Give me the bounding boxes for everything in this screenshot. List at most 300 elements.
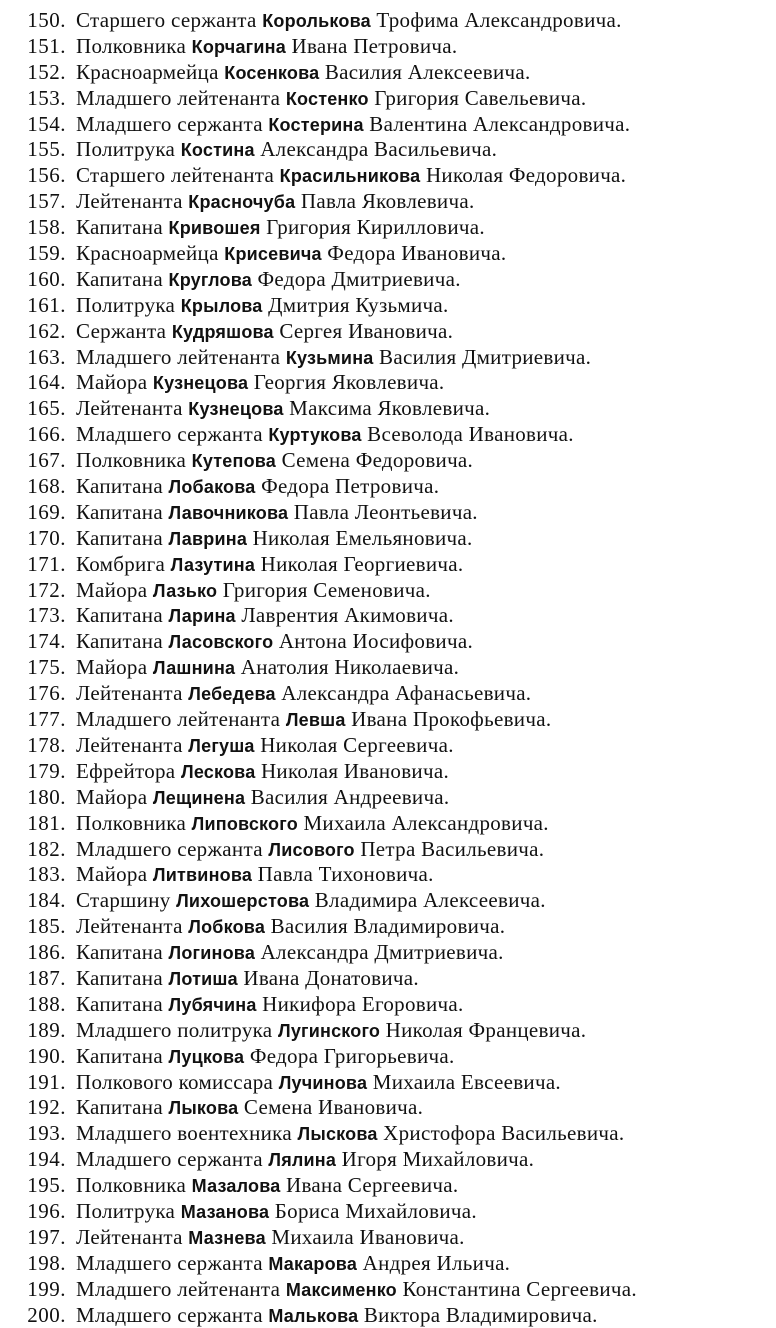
entry-surname: Красночуба <box>188 192 296 213</box>
entry-given-names: Николая Сергеевича. <box>260 732 454 757</box>
entry-text <box>76 811 549 837</box>
list-item <box>0 500 776 526</box>
entry-rank: Майора <box>76 784 148 809</box>
entry-rank: Капитана <box>76 499 163 524</box>
entry-given-names: Федора Ивановича. <box>327 241 507 266</box>
entry-rank: Младшего сержанта <box>76 1302 263 1327</box>
entry-given-names: Василия Андреевича. <box>250 784 450 809</box>
list-item <box>0 1303 776 1328</box>
entry-surname: Луцкова <box>168 1046 245 1067</box>
entry-given-names: Николая Францевича. <box>385 1017 587 1042</box>
entry-surname: Мазанова <box>180 1201 270 1222</box>
entry-rank: Капитана <box>76 1043 163 1068</box>
entry-rank: Майора <box>76 370 148 395</box>
entry-number: 169. <box>27 499 66 524</box>
entry-number: 156. <box>27 163 66 188</box>
list-item <box>0 163 776 189</box>
entry-text <box>76 603 454 629</box>
entry-given-names: Александра Васильевича. <box>260 137 498 162</box>
entry-given-names: Павла Леонтьевича. <box>293 499 478 524</box>
entry-number: 152. <box>27 59 66 84</box>
entry-given-names: Василия Алексеевича. <box>324 59 531 84</box>
list-item <box>0 34 776 60</box>
entry-rank: Полковника <box>76 448 187 473</box>
entry-surname: Ласовского <box>168 632 274 653</box>
entry-surname: Макарова <box>268 1253 358 1274</box>
entry-surname: Лашнина <box>152 658 236 679</box>
entry-text <box>76 914 505 940</box>
entry-number: 176. <box>27 681 66 706</box>
entry-surname: Лебедева <box>188 684 276 705</box>
entry-surname: Лавочникова <box>168 502 289 523</box>
list-item <box>0 603 776 629</box>
list-item <box>0 474 776 500</box>
entry-rank: Красноармейца <box>76 59 219 84</box>
entry-number: 178. <box>27 732 66 757</box>
entry-text <box>76 1070 561 1096</box>
list-item <box>0 940 776 966</box>
entry-surname: Косенкова <box>224 62 320 83</box>
entry-surname: Литвинова <box>152 865 253 886</box>
entry-text <box>76 681 531 707</box>
entry-surname: Мазалова <box>191 1176 281 1197</box>
entry-number: 166. <box>27 422 66 447</box>
list-item <box>0 966 776 992</box>
entry-given-names: Игоря Михайловича. <box>341 1147 535 1172</box>
entry-given-names: Николая Емельяновича. <box>252 525 473 550</box>
entry-surname: Лыкова <box>168 1098 239 1119</box>
entry-rank: Капитана <box>76 603 163 628</box>
entry-number: 162. <box>27 318 66 343</box>
entry-given-names: Константина Сергеевича. <box>402 1276 637 1301</box>
list-item <box>0 448 776 474</box>
entry-given-names: Виктора Владимировича. <box>363 1302 598 1327</box>
entry-surname: Костерина <box>268 114 364 135</box>
entry-given-names: Михаила Ивановича. <box>271 1224 465 1249</box>
entry-surname: Лобкова <box>188 917 266 938</box>
entry-text <box>76 163 626 189</box>
entry-number: 191. <box>27 1069 66 1094</box>
entry-rank: Младшего сержанта <box>76 1147 263 1172</box>
entry-number: 198. <box>27 1250 66 1275</box>
entry-rank: Младшего сержанта <box>76 422 263 447</box>
award-list <box>0 8 776 1328</box>
list-item <box>0 526 776 552</box>
entry-given-names: Ивана Петровича. <box>291 33 458 58</box>
entry-given-names: Анатолия Николаевича. <box>240 655 460 680</box>
entry-text <box>76 1225 465 1251</box>
entry-given-names: Антона Иосифовича. <box>278 629 473 654</box>
entry-surname: Лазько <box>152 580 218 601</box>
list-item <box>0 86 776 112</box>
entry-number: 154. <box>27 111 66 136</box>
entry-text <box>76 8 622 34</box>
list-item <box>0 992 776 1018</box>
entry-number: 187. <box>27 965 66 990</box>
entry-text <box>76 940 504 966</box>
entry-rank: Сержанта <box>76 318 167 343</box>
entry-text <box>76 888 546 914</box>
entry-given-names: Михаила Александровича. <box>303 810 549 835</box>
entry-rank: Капитана <box>76 629 163 654</box>
list-item <box>0 293 776 319</box>
entry-surname: Максименко <box>285 1279 397 1300</box>
entry-rank: Младшего лейтенанта <box>76 1276 281 1301</box>
entry-surname: Лещинена <box>152 787 246 808</box>
entry-number: 192. <box>27 1095 66 1120</box>
entry-rank: Красноармейца <box>76 241 219 266</box>
entry-surname: Крылова <box>180 295 263 316</box>
entry-number: 194. <box>27 1147 66 1172</box>
entry-text <box>76 267 461 293</box>
entry-text <box>76 1251 510 1277</box>
entry-given-names: Федора Петровича. <box>261 474 440 499</box>
entry-surname: Кузнецова <box>152 373 249 394</box>
list-item <box>0 112 776 138</box>
entry-text <box>76 112 630 138</box>
entry-surname: Костина <box>180 140 255 161</box>
entry-given-names: Федора Дмитриевича. <box>257 266 461 291</box>
entry-surname: Логинова <box>168 943 256 964</box>
entry-rank: Политрука <box>76 1198 176 1223</box>
list-item <box>0 707 776 733</box>
list-item <box>0 8 776 34</box>
entry-text <box>76 552 463 578</box>
list-item <box>0 733 776 759</box>
entry-given-names: Николая Федоровича. <box>425 163 627 188</box>
entry-surname: Куртукова <box>268 425 362 446</box>
entry-number: 182. <box>27 836 66 861</box>
entry-rank: Младшего лейтенанта <box>76 344 281 369</box>
entry-rank: Капитана <box>76 525 163 550</box>
entry-number: 173. <box>27 603 66 628</box>
entry-surname: Легуша <box>188 735 255 756</box>
list-item <box>0 1044 776 1070</box>
entry-text <box>76 86 586 112</box>
entry-given-names: Семена Федоровича. <box>281 448 474 473</box>
entry-rank: Полкового комиссара <box>76 1069 274 1094</box>
entry-number: 179. <box>27 758 66 783</box>
entry-text <box>76 1173 458 1199</box>
entry-number: 185. <box>27 914 66 939</box>
entry-text <box>76 655 459 681</box>
list-item <box>0 396 776 422</box>
entry-text <box>76 422 574 448</box>
list-item <box>0 759 776 785</box>
entry-text <box>76 319 453 345</box>
entry-text <box>76 1121 624 1147</box>
entry-rank: Комбрига <box>76 551 166 576</box>
entry-surname: Королькова <box>262 11 371 31</box>
entry-rank: Полковника <box>76 33 187 58</box>
entry-number: 195. <box>27 1173 66 1198</box>
entry-rank: Политрука <box>76 292 176 317</box>
entry-number: 188. <box>27 991 66 1016</box>
list-item <box>0 422 776 448</box>
entry-text <box>76 474 439 500</box>
entry-text <box>76 1277 637 1303</box>
entry-number: 200. <box>27 1302 66 1327</box>
entry-number: 161. <box>27 292 66 317</box>
entry-given-names: Петра Васильевича. <box>360 836 545 861</box>
entry-surname: Кузьмина <box>285 347 374 368</box>
entry-text <box>76 34 457 60</box>
entry-text <box>76 578 431 604</box>
entry-surname: Ларина <box>168 606 236 627</box>
entry-number: 168. <box>27 474 66 499</box>
entry-text <box>76 60 531 86</box>
entry-text <box>76 1303 598 1328</box>
list-item <box>0 1095 776 1121</box>
entry-number: 190. <box>27 1043 66 1068</box>
entry-text <box>76 733 454 759</box>
list-item <box>0 1070 776 1096</box>
list-item <box>0 785 776 811</box>
list-item <box>0 1121 776 1147</box>
entry-surname: Лисового <box>268 839 355 860</box>
entry-text <box>76 759 449 785</box>
entry-given-names: Михаила Евсеевича. <box>372 1069 561 1094</box>
list-item <box>0 629 776 655</box>
entry-number: 180. <box>27 784 66 809</box>
entry-given-names: Павла Яковлевича. <box>300 189 475 214</box>
document-page <box>0 8 776 1328</box>
entry-surname: Крисевича <box>224 244 322 265</box>
entry-rank: Младшего воентехника <box>76 1121 292 1146</box>
entry-text <box>76 785 449 811</box>
entry-surname: Круглова <box>168 269 252 290</box>
entry-number: 196. <box>27 1198 66 1223</box>
entry-surname: Красильникова <box>279 166 421 187</box>
entry-number: 155. <box>27 137 66 162</box>
entry-number: 171. <box>27 551 66 576</box>
entry-rank: Майора <box>76 655 148 680</box>
entry-rank: Политрука <box>76 137 176 162</box>
entry-surname: Лазутина <box>170 554 256 575</box>
entry-surname: Лихошерстова <box>176 891 310 912</box>
entry-surname: Лыскова <box>297 1124 378 1145</box>
entry-surname: Кутепова <box>191 451 277 472</box>
list-item <box>0 1018 776 1044</box>
entry-surname: Кудряшова <box>171 321 274 342</box>
entry-given-names: Христофора Васильевича. <box>383 1121 625 1146</box>
entry-number: 151. <box>27 33 66 58</box>
entry-rank: Полковника <box>76 810 187 835</box>
entry-rank: Лейтенанта <box>76 681 183 706</box>
entry-surname: Лучинова <box>278 1072 368 1093</box>
entry-rank: Капитана <box>76 991 163 1016</box>
entry-rank: Младшего лейтенанта <box>76 707 281 732</box>
entry-number: 183. <box>27 862 66 887</box>
entry-text <box>76 1095 423 1121</box>
list-item <box>0 552 776 578</box>
entry-number: 177. <box>27 707 66 732</box>
list-item <box>0 914 776 940</box>
entry-given-names: Сергея Ивановича. <box>279 318 454 343</box>
entry-rank: Младшего лейтенанта <box>76 85 281 110</box>
entry-number: 164. <box>27 370 66 395</box>
list-item <box>0 1147 776 1173</box>
entry-rank: Капитана <box>76 474 163 499</box>
entry-text <box>76 189 475 215</box>
entry-given-names: Александра Афанасьевича. <box>281 681 532 706</box>
list-item <box>0 345 776 371</box>
entry-given-names: Григория Савельевича. <box>374 85 587 110</box>
entry-rank: Капитана <box>76 266 163 291</box>
entry-rank: Лейтенанта <box>76 189 183 214</box>
entry-surname: Лотиша <box>168 968 238 989</box>
list-item <box>0 137 776 163</box>
entry-given-names: Александра Дмитриевича. <box>260 940 504 965</box>
list-item <box>0 1225 776 1251</box>
entry-surname: Лаврина <box>168 528 248 549</box>
entry-rank: Майора <box>76 577 148 602</box>
entry-text <box>76 215 485 241</box>
entry-given-names: Ивана Сергеевича. <box>286 1173 459 1198</box>
entry-number: 150. <box>27 8 66 32</box>
entry-surname: Малькова <box>268 1305 359 1326</box>
entry-surname: Корчагина <box>191 36 286 57</box>
entry-surname: Лобакова <box>168 477 256 498</box>
entry-given-names: Валентина Александровича. <box>369 111 631 136</box>
entry-rank: Старшего сержанта <box>76 8 257 32</box>
entry-number: 163. <box>27 344 66 369</box>
entry-given-names: Григория Семеновича. <box>222 577 431 602</box>
entry-number: 193. <box>27 1121 66 1146</box>
entry-rank: Лейтенанта <box>76 732 183 757</box>
entry-number: 160. <box>27 266 66 291</box>
entry-rank: Старшину <box>76 888 171 913</box>
entry-text <box>76 1147 534 1173</box>
entry-given-names: Ивана Донатовича. <box>243 965 419 990</box>
entry-surname: Костенко <box>285 88 369 109</box>
entry-given-names: Василия Дмитриевича. <box>379 344 592 369</box>
entry-rank: Лейтенанта <box>76 396 183 421</box>
entry-given-names: Павла Тихоновича. <box>257 862 434 887</box>
entry-given-names: Владимира Алексеевича. <box>314 888 546 913</box>
entry-rank: Младшего политрука <box>76 1017 273 1042</box>
entry-surname: Левша <box>285 710 346 731</box>
entry-given-names: Дмитрия Кузьмича. <box>268 292 449 317</box>
entry-surname: Кривошея <box>168 218 261 239</box>
entry-rank: Младшего сержанта <box>76 1250 263 1275</box>
entry-number: 174. <box>27 629 66 654</box>
entry-text <box>76 241 506 267</box>
entry-text <box>76 345 591 371</box>
entry-surname: Мазнева <box>188 1227 266 1248</box>
entry-number: 170. <box>27 525 66 550</box>
entry-number: 172. <box>27 577 66 602</box>
entry-rank: Лейтенанта <box>76 1224 183 1249</box>
entry-given-names: Лаврентия Акимовича. <box>241 603 454 628</box>
entry-text <box>76 629 473 655</box>
entry-number: 184. <box>27 888 66 913</box>
entry-text <box>76 992 464 1018</box>
entry-number: 157. <box>27 189 66 214</box>
list-item <box>0 862 776 888</box>
entry-rank: Капитана <box>76 1095 163 1120</box>
entry-given-names: Трофима Александровича. <box>376 8 622 32</box>
entry-given-names: Николая Ивановича. <box>260 758 449 783</box>
list-item <box>0 241 776 267</box>
list-item <box>0 319 776 345</box>
entry-rank: Майора <box>76 862 148 887</box>
entry-number: 153. <box>27 85 66 110</box>
entry-given-names: Никифора Егоровича. <box>262 991 464 1016</box>
list-item <box>0 681 776 707</box>
entry-text <box>76 448 473 474</box>
entry-surname: Лубячина <box>168 994 257 1015</box>
list-item <box>0 888 776 914</box>
entry-given-names: Федора Григорьевича. <box>249 1043 455 1068</box>
entry-given-names: Ивана Прокофьевича. <box>351 707 552 732</box>
entry-rank: Капитана <box>76 965 163 990</box>
entry-number: 159. <box>27 241 66 266</box>
entry-text <box>76 1199 477 1225</box>
entry-given-names: Георгия Яковлевича. <box>253 370 445 395</box>
entry-rank: Полковника <box>76 1173 187 1198</box>
entry-text <box>76 966 419 992</box>
entry-given-names: Григория Кирилловича. <box>266 215 485 240</box>
entry-text <box>76 1018 586 1044</box>
list-item <box>0 215 776 241</box>
entry-given-names: Николая Георгиевича. <box>260 551 464 576</box>
entry-rank: Капитана <box>76 940 163 965</box>
entry-number: 181. <box>27 810 66 835</box>
list-item <box>0 60 776 86</box>
list-item <box>0 837 776 863</box>
entry-rank: Ефрейтора <box>76 758 176 783</box>
entry-number: 158. <box>27 215 66 240</box>
entry-text <box>76 396 490 422</box>
list-item <box>0 1251 776 1277</box>
entry-given-names: Андрея Ильича. <box>362 1250 511 1275</box>
entry-number: 167. <box>27 448 66 473</box>
entry-text <box>76 1044 455 1070</box>
entry-rank: Старшего лейтенанта <box>76 163 275 188</box>
entry-surname: Липовского <box>191 813 298 834</box>
entry-rank: Капитана <box>76 215 163 240</box>
list-item <box>0 370 776 396</box>
entry-surname: Лескова <box>180 761 256 782</box>
entry-text <box>76 862 434 888</box>
entry-surname: Лугинского <box>278 1020 381 1041</box>
entry-number: 175. <box>27 655 66 680</box>
list-item <box>0 1173 776 1199</box>
entry-number: 197. <box>27 1224 66 1249</box>
entry-number: 189. <box>27 1017 66 1042</box>
entry-given-names: Всеволода Ивановича. <box>367 422 574 447</box>
entry-number: 199. <box>27 1276 66 1301</box>
entry-given-names: Бориса Михайловича. <box>274 1198 477 1223</box>
list-item <box>0 267 776 293</box>
entry-rank: Младшего сержанта <box>76 836 263 861</box>
list-item <box>0 578 776 604</box>
entry-text <box>76 707 551 733</box>
entry-text <box>76 293 449 319</box>
entry-text <box>76 837 544 863</box>
entry-rank: Младшего сержанта <box>76 111 263 136</box>
entry-text <box>76 370 444 396</box>
entry-text <box>76 526 473 552</box>
list-item <box>0 1277 776 1303</box>
entry-surname: Кузнецова <box>188 399 284 420</box>
entry-rank: Лейтенанта <box>76 914 183 939</box>
list-item <box>0 189 776 215</box>
entry-given-names: Семена Ивановича. <box>243 1095 424 1120</box>
list-item <box>0 1199 776 1225</box>
entry-text <box>76 137 497 163</box>
